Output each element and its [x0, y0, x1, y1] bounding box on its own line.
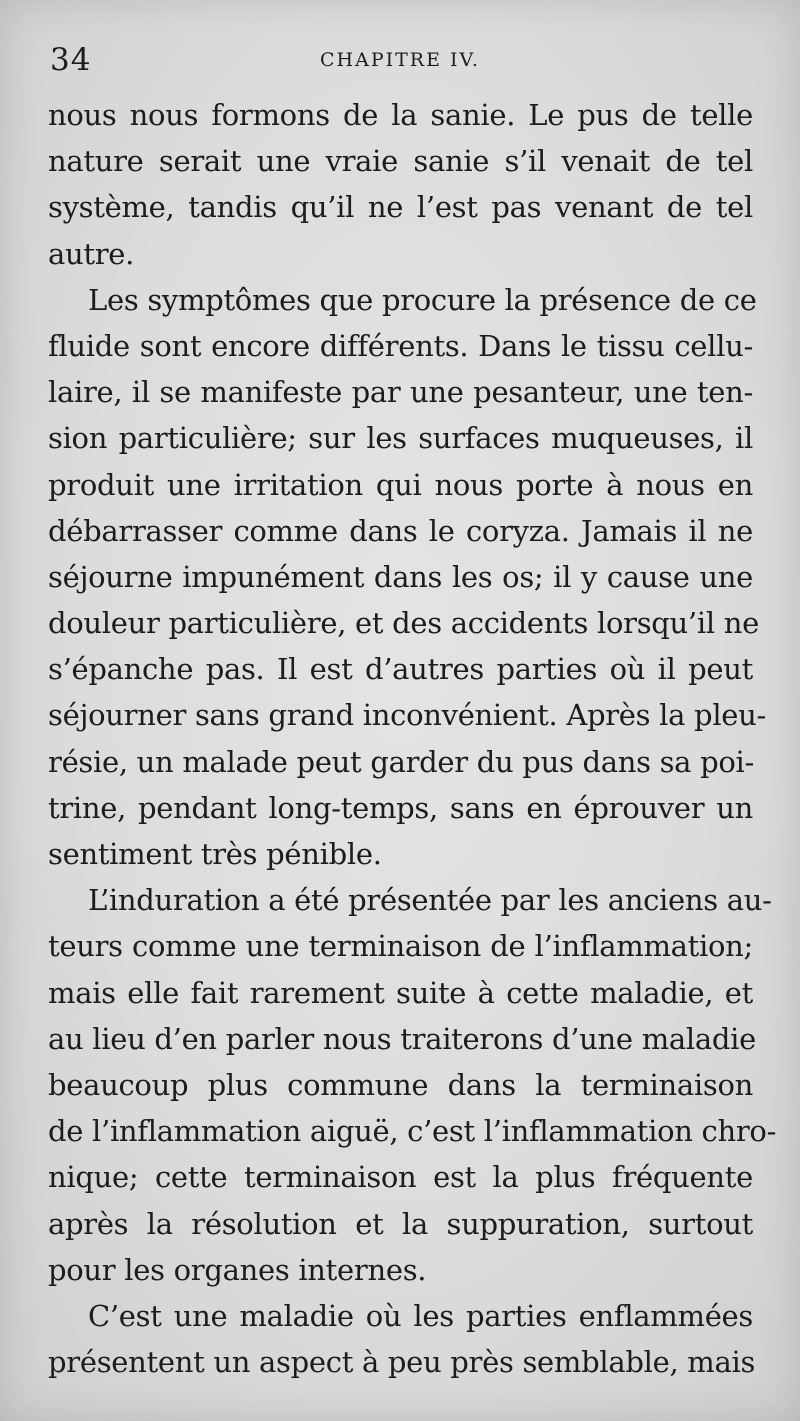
text-line: présentent un aspect à peu près semblable, mais: [48, 1345, 756, 1380]
text-line: débarrasser comme dans le coryza. Jamais il ne: [48, 513, 753, 548]
body-text: [48, 92, 777, 1385]
text-line: au lieu d’en parler nous traiterons d’une maladie: [48, 1021, 756, 1056]
text-line: laire, il se manifeste par une pesanteur, une ten-: [48, 375, 753, 410]
text-line: beaucoup plus commune dans la terminaison: [48, 1067, 753, 1102]
text-line: produit une irritation qui nous porte à nous en: [48, 467, 753, 502]
text-line: sentiment très pénible.: [48, 837, 382, 871]
text-line: de l’inflammation aiguë, c’est l’inflammation chro-: [48, 1114, 777, 1149]
text-line: autre.: [48, 236, 135, 271]
text-line: trine, pendant long-temps, sans en éprouver un: [48, 790, 753, 825]
text-line: mais elle fait rarement suite à cette maladie, et: [48, 975, 753, 1010]
text-line: séjourne impunément dans les os; il y cause une: [48, 559, 753, 594]
text-line: résie, un malade peut garder du pus dans sa poi-: [48, 744, 754, 779]
text-line: nique; cette terminaison est la plus fréquente: [48, 1160, 753, 1195]
text-line: fluide sont encore différents. Dans le tissu cellu-: [48, 328, 753, 363]
text-line: nature serait une vraie sanie s’il venait de tel: [48, 144, 753, 179]
page-header: [50, 38, 750, 82]
text-line: séjourner sans grand inconvénient. Après la pleu-: [48, 698, 767, 733]
page-number: 34: [50, 42, 92, 78]
text-line: C’est une maladie où les parties enflammées: [88, 1298, 753, 1333]
text-line: douleur particulière, et des accidents lorsqu’il ne: [48, 606, 759, 641]
running-title: CHAPITRE IV.: [320, 49, 480, 71]
text-line: Les symptômes que procure la présence de ce: [88, 282, 757, 317]
text-line: système, tandis qu’il ne l’est pas venant de tel: [48, 190, 753, 225]
text-line: pour les organes internes.: [48, 1252, 427, 1287]
text-line: s’épanche pas. Il est d’autres parties où il peut: [48, 652, 753, 687]
text-line: sion particulière; sur les surfaces muqueuses, il: [48, 421, 753, 456]
text-line: après la résolution et la suppuration, surtout: [48, 1206, 753, 1241]
text-line: L’induration a été présentée par les anciens au-: [88, 883, 772, 918]
text-line: teurs comme une terminaison de l’inflammation;: [48, 929, 753, 964]
text-line: nous nous formons de la sanie. Le pus de telle: [48, 98, 753, 132]
